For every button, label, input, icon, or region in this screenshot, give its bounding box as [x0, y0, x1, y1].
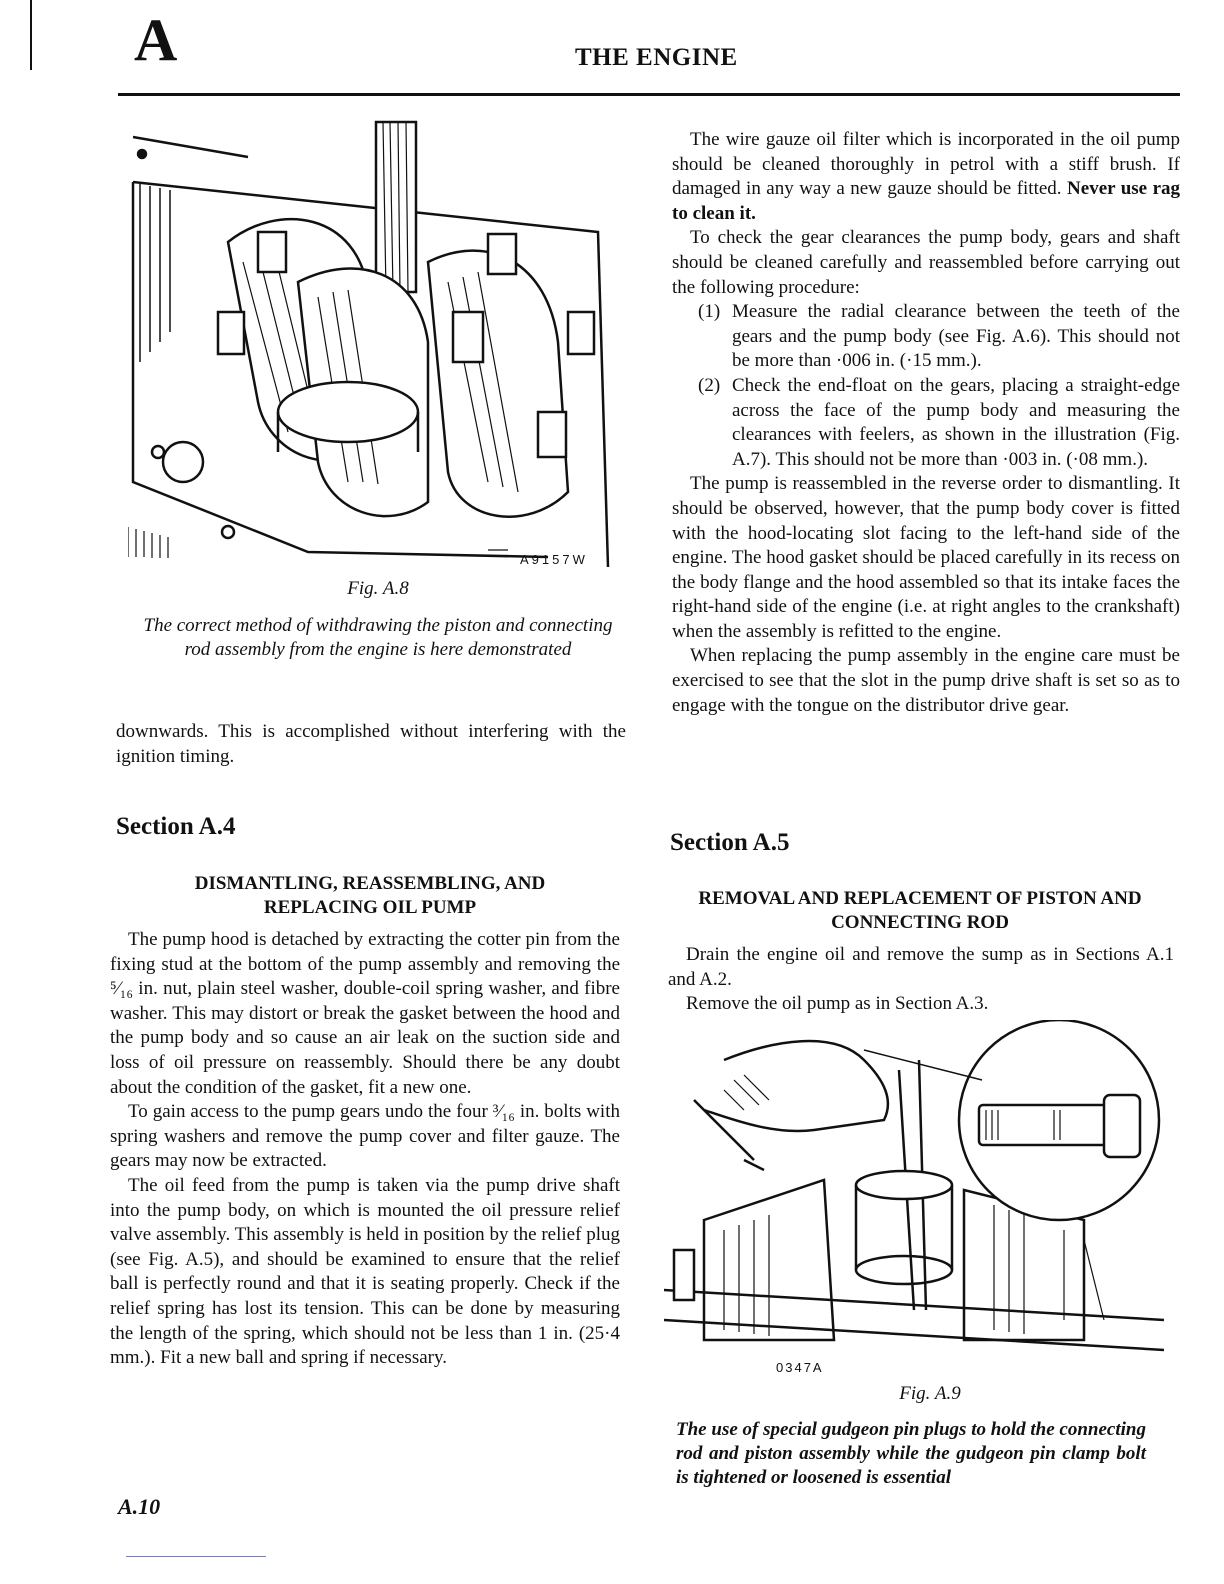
figure-a8-code: A9157W	[520, 552, 588, 567]
gudgeon-pin-illustration	[664, 1020, 1176, 1380]
body-paragraph: The pump hood is detached by extracting the cotter pin from the fixing stud at the bottom of the pump assembly and removing the ⁵⁄₁₆ in. nut, plain steel washer, double-coil spring washer, and fibre washer. This may distort or break the gasket between the hood and the pump body and so cause an air leak on the suction side and loss of oil pressure on reassembly. Should there be any doubt about the condition of the gasket, fit a new one.	[110, 929, 620, 1098]
continuation-paragraph: downwards. This is accomplished without interfering with the ignition timing.	[116, 721, 626, 767]
body-paragraph: Drain the engine oil and remove the sump as in Sections A.1 and A.2.	[668, 944, 1174, 990]
body-paragraph	[672, 128, 1180, 226]
section-a5-subheading: REMOVAL AND REPLACEMENT OF PISTON AND CONNECTING ROD	[698, 888, 1142, 933]
footer-line	[126, 1556, 266, 1557]
figure-a9-caption: The use of special gudgeon pin plugs to hold the connecting rod and piston assembly while the gudgeon pin clamp bolt is tightened or loosened is essential	[676, 1419, 1146, 1488]
body-paragraph: The pump is reassembled in the reverse order to dismantling. It should be observed, however, that the pump body cover is fitted with the hood-locating slot facing to the left-hand side of the engine. The hood gasket should be placed carefully in its recess on the body flange and the hood assembled so that its intake faces the right-hand side of the engine (i.e. at right angles to the crankshaft) when the assembly is refitted to the engine.	[672, 473, 1180, 642]
figure-a9-code: 0347A	[776, 1360, 824, 1375]
figure-a8-caption: The correct method of withdrawing the piston and connecting rod assembly from the engine is here demonstrated	[143, 615, 613, 660]
body-paragraph: When replacing the pump assembly in the engine care must be exercised to see that the slot in the pump drive shaft is set so as to engage with the tongue on the distributor drive gear.	[672, 645, 1180, 716]
margin-rule	[30, 0, 32, 70]
left-continuation-text	[116, 720, 626, 769]
figure-a9-label: Fig. A.9	[899, 1383, 961, 1404]
section-a4-body	[110, 928, 620, 1371]
crankshaft-illustration	[128, 112, 628, 572]
step-text: Measure the radial clearance between the teeth of the gears and the pump body (see Fig. A.6). This should not be more than ·006 in. (·15 mm.).	[732, 301, 1180, 372]
section-a4-title: Section A.4	[116, 813, 236, 840]
header-divider	[118, 93, 1180, 96]
step-number: (2)	[698, 374, 721, 396]
page-number: A.10	[118, 1494, 161, 1519]
figure-a8-label: Fig. A.8	[347, 578, 409, 599]
section-a4-subheading: DISMANTLING, REASSEMBLING, AND REPLACING OIL PUMP	[194, 873, 546, 918]
figure-a8-illustration	[128, 112, 628, 572]
page-title: THE ENGINE	[575, 44, 738, 71]
section-letter: A	[134, 7, 178, 73]
section-a5-body	[668, 943, 1174, 1017]
filter-cleaning-text: The wire gauze oil filter which is incorporated in the oil pump should be cleaned thoroughly in petrol with a stiff brush. If damaged in any way a new gauze should be fitted.	[672, 129, 1180, 200]
body-paragraph: Remove the oil pump as in Section A.3.	[686, 993, 989, 1015]
right-column-body	[672, 128, 1180, 718]
body-paragraph: To gain access to the pump gears undo the four ³⁄₁₆ in. bolts with spring washers and remove the pump cover and filter gauze. The gears may now be extracted.	[110, 1101, 620, 1172]
body-paragraph: To check the gear clearances the pump body, gears and shaft should be cleaned carefully and reassembled before carrying out the following procedure:	[672, 227, 1180, 298]
body-paragraph: The oil feed from the pump is taken via the pump drive shaft into the pump body, on which is mounted the oil pressure relief valve assembly. This assembly is held in position by the relief plug (see Fig. A.5), and should be examined to ensure that the relief ball is perfectly round and that it is seating properly. Check if the relief spring has lost its tension. This can be done by measuring the length of the spring, which should not be less than 1 in. (25·4 mm.). Fit a new ball and spring if necessary.	[110, 1174, 620, 1369]
warning-text: Never use rag to clean it.	[672, 178, 1180, 224]
procedure-step	[672, 374, 1180, 472]
section-a5-title: Section A.5	[670, 829, 790, 856]
step-number: (1)	[698, 301, 721, 323]
procedure-step	[672, 300, 1180, 374]
step-text: Check the end-float on the gears, placing a straight-edge across the face of the pump body and measuring the clearances with feelers, as shown in the illustration (Fig. A.7). This should not be more than ·003 in. (·08 mm.).	[732, 374, 1180, 470]
figure-a9-illustration	[664, 1020, 1176, 1380]
